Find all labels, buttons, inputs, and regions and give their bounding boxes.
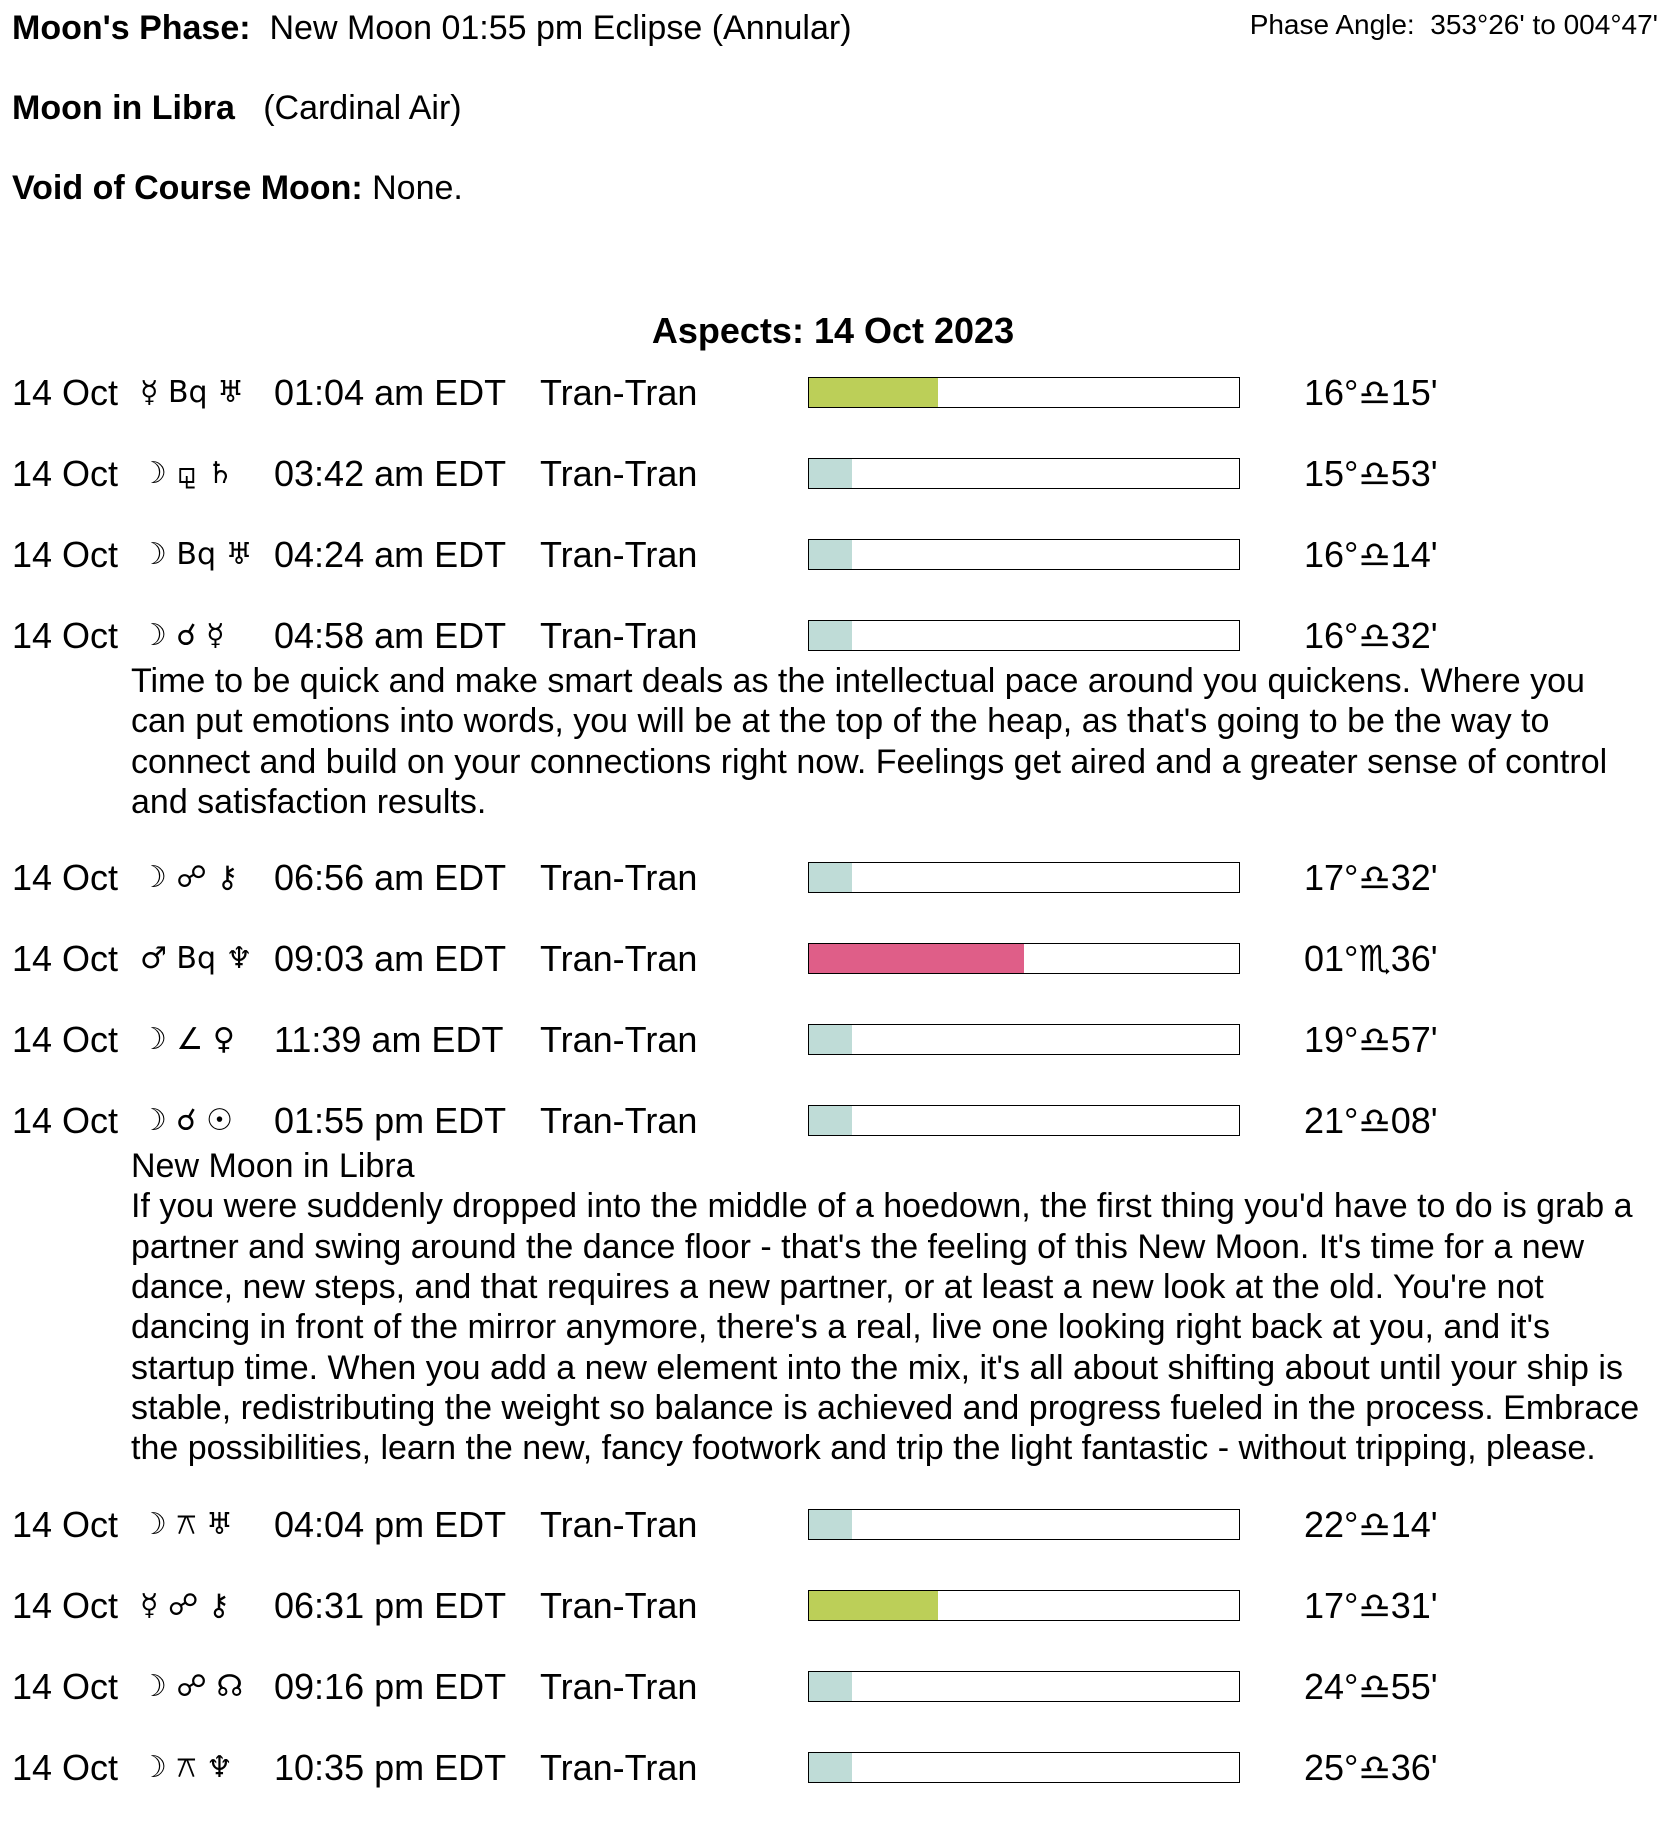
moon-sign-line [12, 88, 462, 128]
aspect-strength-bar [808, 539, 1240, 570]
aspect-strength-bar [808, 1024, 1240, 1055]
aspect-type: Tran-Tran [540, 1503, 698, 1545]
aspect-glyphs: ☿ Bq ♅ [140, 375, 245, 410]
aspect-strength-fill [809, 621, 852, 650]
aspect-time: 01:55 pm EDT [274, 1100, 507, 1142]
aspect-type: Tran-Tran [540, 1019, 698, 1061]
aspect-type: Tran-Tran [540, 1100, 698, 1142]
aspect-time: 04:04 pm EDT [274, 1503, 507, 1545]
aspect-glyphs: ☽ ⚻ ♆ [140, 1749, 233, 1785]
phase-angle-label: Phase Angle: [1249, 9, 1415, 40]
aspect-type: Tran-Tran [540, 1746, 698, 1788]
aspect-time: 09:16 pm EDT [274, 1665, 507, 1707]
moon-phase-label: Moon's Phase: [12, 9, 251, 47]
aspect-time: 11:39 am EDT [274, 1019, 504, 1061]
aspect-type: Tran-Tran [540, 534, 698, 575]
aspect-strength-fill [809, 863, 852, 892]
aspect-strength-bar [808, 862, 1240, 893]
aspect-row [0, 934, 1666, 1015]
aspect-strength-fill [809, 1025, 852, 1054]
aspect-row [0, 1500, 1666, 1581]
aspect-type: Tran-Tran [540, 938, 698, 980]
aspect-strength-bar [808, 943, 1240, 974]
aspect-position: 17°♎32' [1304, 857, 1438, 899]
aspect-position: 16°♎15' [1304, 372, 1438, 413]
aspect-row [0, 530, 1666, 611]
aspect-type: Tran-Tran [540, 1584, 698, 1626]
aspect-date: 14 Oct [12, 534, 119, 575]
aspect-description [131, 1146, 1641, 1499]
aspect-row-line [0, 934, 1666, 984]
aspect-date: 14 Oct [12, 1503, 119, 1545]
aspect-position: 25°♎36' [1304, 1746, 1438, 1788]
phase-angle [1250, 8, 1658, 42]
void-of-course-label: Void of Course Moon: [12, 169, 363, 207]
aspect-strength-bar [808, 377, 1240, 408]
aspect-row [0, 1743, 1666, 1824]
aspect-time: 06:56 am EDT [274, 857, 507, 899]
moon-sign-label: Moon in Libra [12, 89, 235, 127]
aspect-time: 03:42 am EDT [274, 453, 507, 494]
aspect-row-line [0, 1743, 1666, 1793]
aspect-description-paragraph: New Moon in Libra [131, 1147, 415, 1186]
aspect-date: 14 Oct [12, 372, 119, 413]
aspect-description-paragraph: If you were suddenly dropped into the middle of a hoedown, the first thing you'd have to do is grab a partner and swing around the dance floor - that's the feeling of this New Moon. It's time for a new dance, new steps, and that requires a new partner, or at least a new look at the old. You're not dancing in front of the mirror anymore, there's a real, live one looking right back at you, and it's startup time. When you add a new element into the mix, it's all about shifting about until your ship is stable, redistributing the weight so balance is achieved and progress fueled in the process. Embrace the possibilities, learn the new, fancy footwork and trip the light fantastic - without tripping, please. [131, 1187, 1640, 1468]
aspect-type: Tran-Tran [540, 372, 698, 413]
aspect-glyphs: ☽ ☌ ☿ [140, 618, 225, 653]
aspect-date: 14 Oct [12, 938, 119, 980]
aspect-position: 17°♎31' [1304, 1584, 1438, 1626]
aspect-type: Tran-Tran [540, 857, 698, 899]
aspect-position: 01°♏36' [1304, 938, 1438, 980]
moon-phase-line [12, 8, 852, 48]
aspect-strength-fill [809, 1591, 938, 1620]
aspect-time: 01:04 am EDT [274, 372, 507, 413]
aspect-glyphs: ☽ ☍ ☊ [140, 1668, 243, 1704]
aspect-row [0, 368, 1666, 449]
aspect-glyphs: ☽ ⚼ ♄ [140, 456, 234, 491]
aspect-position: 24°♎55' [1304, 1665, 1438, 1707]
aspect-type: Tran-Tran [540, 453, 698, 494]
aspect-time: 06:31 pm EDT [274, 1584, 507, 1626]
aspect-strength-bar [808, 1105, 1240, 1136]
aspect-glyphs: ☽ Bq ♅ [140, 537, 253, 572]
moon-phase-value: New Moon 01:55 pm Eclipse (Annular) [269, 9, 852, 47]
aspects-title: Aspects: 14 Oct 2023 [651, 310, 1015, 351]
aspect-row [0, 1096, 1666, 1499]
aspect-row [0, 611, 1666, 853]
aspect-row [0, 1581, 1666, 1662]
aspect-strength-bar [808, 1590, 1240, 1621]
aspect-date: 14 Oct [12, 1746, 119, 1788]
aspect-strength-fill [809, 1672, 852, 1701]
void-of-course-value: None. [372, 169, 463, 207]
aspect-row-line [0, 1096, 1666, 1146]
aspect-strength-fill [809, 1753, 852, 1782]
aspect-row-line [0, 1662, 1666, 1712]
aspect-date: 14 Oct [12, 1019, 119, 1061]
aspect-row [0, 449, 1666, 530]
aspect-position: 21°♎08' [1304, 1100, 1438, 1142]
aspect-row-line [0, 1581, 1666, 1631]
aspect-strength-bar [808, 1671, 1240, 1702]
aspect-type: Tran-Tran [540, 1665, 698, 1707]
aspect-position: 15°♎53' [1304, 453, 1438, 494]
aspect-strength-bar [808, 458, 1240, 489]
aspect-strength-fill [809, 1106, 852, 1135]
aspect-row-line [0, 368, 1666, 418]
aspect-row-line [0, 853, 1666, 903]
aspect-row-line [0, 1015, 1666, 1065]
aspect-glyphs: ☽ ∠ ♀ [140, 1022, 235, 1058]
aspect-description-paragraph: Time to be quick and make smart deals as the intellectual pace around you quickens. Where you can put emotions into words, you will be at the top of the heap, as that's going to be the way to connect and build on your connections right now. Feelings get aired and a greater sense of control and satisfaction results. [131, 662, 1608, 821]
aspect-row [0, 853, 1666, 934]
aspect-time: 09:03 am EDT [274, 938, 507, 980]
aspect-glyphs: ♂ Bq ♆ [140, 941, 253, 977]
aspect-strength-fill [809, 459, 852, 488]
aspect-row-line [0, 611, 1666, 661]
aspect-strength-fill [809, 540, 852, 569]
aspect-description [131, 661, 1641, 853]
aspect-position: 19°♎57' [1304, 1019, 1438, 1061]
aspect-time: 04:24 am EDT [274, 534, 507, 575]
phase-angle-value: 353°26' to 004°47' [1430, 9, 1658, 40]
aspect-strength-fill [809, 1510, 852, 1539]
aspect-date: 14 Oct [12, 1665, 119, 1707]
aspect-row-line [0, 530, 1666, 580]
aspect-row [0, 1662, 1666, 1743]
aspect-strength-fill [809, 378, 938, 407]
aspect-time: 04:58 am EDT [274, 615, 507, 656]
aspect-position: 22°♎14' [1304, 1503, 1438, 1545]
aspect-glyphs: ☿ ☍ ⚷ [140, 1587, 230, 1623]
aspect-strength-bar [808, 1752, 1240, 1783]
aspect-date: 14 Oct [12, 857, 119, 899]
aspect-glyphs: ☽ ⚻ ♅ [140, 1506, 233, 1542]
aspect-glyphs: ☽ ☍ ⚷ [140, 860, 239, 896]
aspects-list [0, 368, 1666, 1824]
aspect-position: 16°♎14' [1304, 534, 1438, 575]
aspect-strength-bar [808, 1509, 1240, 1540]
aspect-strength-bar [808, 620, 1240, 651]
aspect-date: 14 Oct [12, 1100, 119, 1142]
aspect-date: 14 Oct [12, 453, 119, 494]
moon-sign-note: (Cardinal Air) [263, 89, 462, 127]
void-of-course-line [12, 168, 463, 208]
aspect-row-line [0, 1500, 1666, 1550]
aspect-strength-fill [809, 944, 1024, 973]
aspect-row [0, 1015, 1666, 1096]
aspect-glyphs: ☽ ☌ ☉ [140, 1103, 234, 1139]
aspect-type: Tran-Tran [540, 615, 698, 656]
aspect-position: 16°♎32' [1304, 615, 1438, 656]
aspect-date: 14 Oct [12, 1584, 119, 1626]
aspect-time: 10:35 pm EDT [274, 1746, 507, 1788]
aspect-date: 14 Oct [12, 615, 119, 656]
aspect-row-line [0, 449, 1666, 499]
